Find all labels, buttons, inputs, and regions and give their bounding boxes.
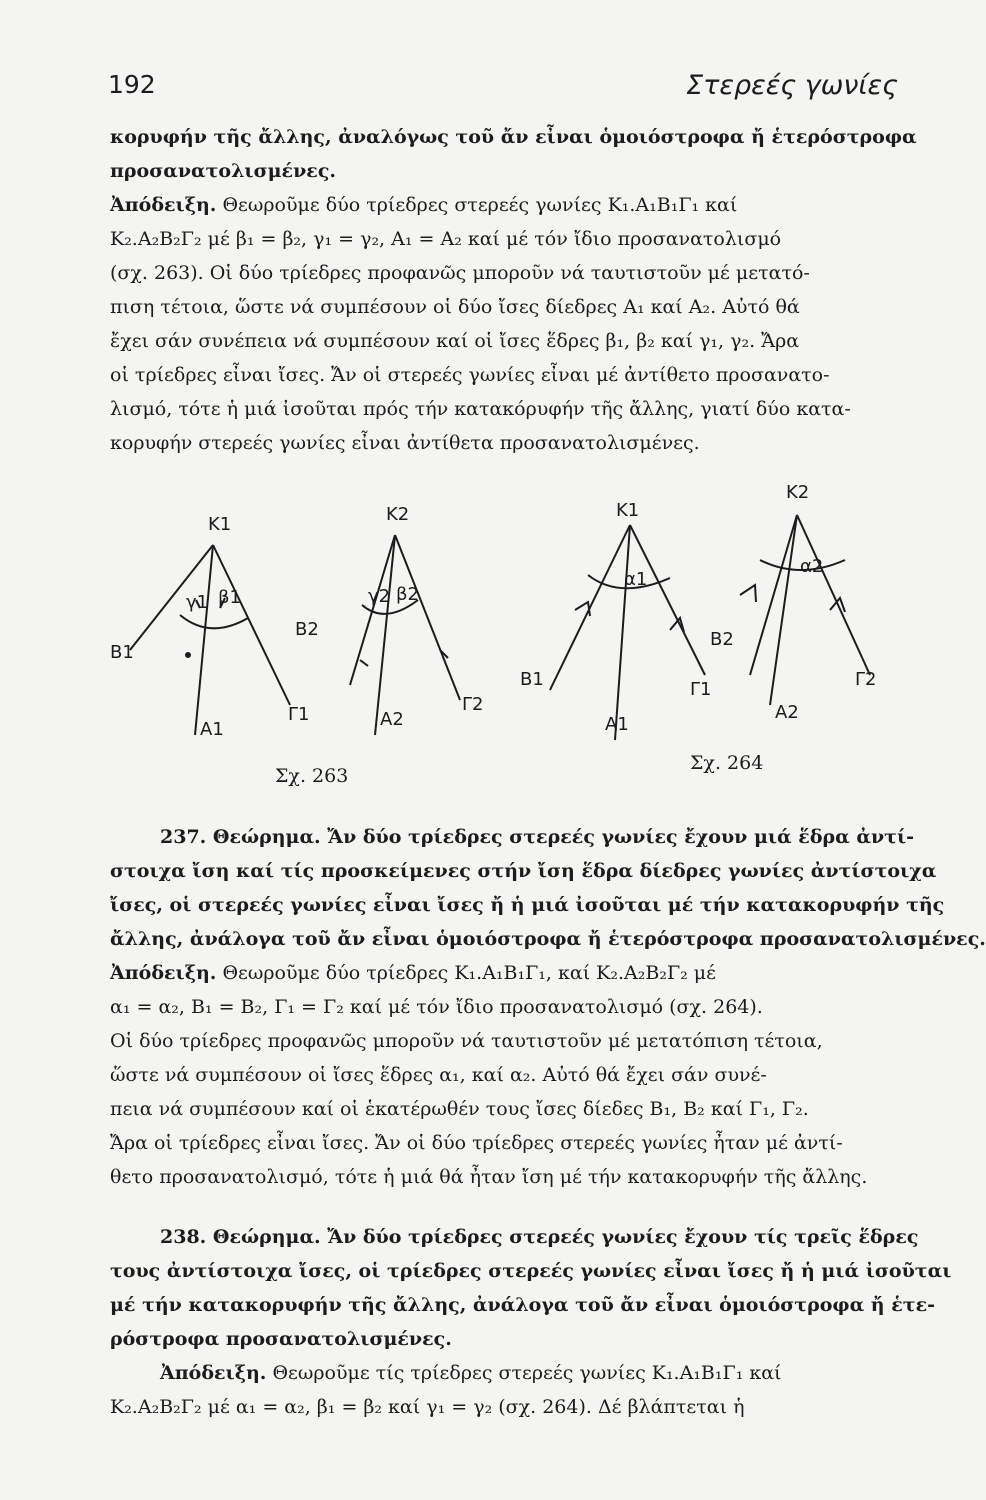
text-line: α₁ = α₂, Β₁ = Β₂, Γ₁ = Γ₂ καί μέ τόν ἴδιο προσανατολισμό (σχ. 264). bbox=[110, 996, 763, 1018]
text-line: μέ τήν κατακορυφήν τῆς ἄλλης, ἀνάλογα τοῦ ἄν εἶναι ὁμοιόστροφα ἤ ἑτε- bbox=[110, 1294, 936, 1316]
figure-labels bbox=[110, 482, 876, 740]
figure-caption-263: Σχ. 263 bbox=[275, 765, 349, 787]
label-G2: Γ2 bbox=[855, 669, 877, 690]
text-line: λισμό, τότε ἡ μιά ἰσοῦται πρός τήν κατακόρυφήν τῆς ἄλλης, γιατί δύο κατα- bbox=[110, 398, 851, 420]
figure-263-left bbox=[130, 545, 290, 735]
text-line: πεια νά συμπέσουν καί οἱ ἑκατέρωθέν τους ἴσες δίεδες Β₁, Β₂ καί Γ₁, Γ₂. bbox=[110, 1098, 809, 1120]
label-B2: Β2 bbox=[710, 629, 734, 650]
text-span: Θεωροῦμε τίς τρίεδρες στερεές γωνίες Κ₁.Α₁Β₁Γ₁ καί bbox=[266, 1362, 782, 1384]
label-B1: Β1 bbox=[520, 669, 544, 690]
figure-264-right bbox=[740, 515, 870, 705]
label-G1: Γ1 bbox=[690, 679, 712, 700]
text-line: ἄλλης, ἀνάλογα τοῦ ἄν εἶναι ὁμοιόστροφα ἤ ἑτερόστροφα προσανατολισμένες. bbox=[110, 928, 986, 950]
text-line: ὥστε νά συμπέσουν οἱ ἴσες ἕδρες α₁, καί α₂. Αὐτό θά ἔχει σάν συνέ- bbox=[110, 1064, 767, 1086]
label-beta2: β2 bbox=[396, 584, 419, 605]
text-line bbox=[110, 956, 920, 990]
text-span: Θεωροῦμε δύο τρίεδρες Κ₁.Α₁Β₁Γ₁, καί Κ₂.Α₂Β₂Γ₂ μέ bbox=[216, 962, 716, 984]
proof-237 bbox=[110, 956, 920, 1194]
label-A1: Α1 bbox=[605, 714, 629, 735]
label-K1: Κ1 bbox=[208, 514, 232, 535]
text-line: ἔχει σάν συνέπεια νά συμπέσουν καί οἱ ἴσες ἕδρες β₁, β₂ καί γ₁, γ₂. Ἄρα bbox=[110, 330, 800, 352]
proof-1 bbox=[110, 188, 920, 460]
text-line bbox=[110, 1356, 920, 1390]
proof-heading: Ἀπόδειξη. bbox=[160, 1362, 267, 1384]
text-line: στοιχα ἴση καί τίς προσκείμενες στήν ἴση ἕδρα δίεδρες γωνίες ἀντίστοιχα bbox=[110, 860, 937, 882]
text-line: Οἱ δύο τρίεδρες προφανῶς μποροῦν νά ταυτιστοῦν μέ μετατόπιση τέτοια, bbox=[110, 1030, 823, 1052]
text-line: κορυφήν στερεές γωνίες εἶναι ἀντίθετα προσανατολισμένες. bbox=[110, 432, 700, 454]
page-number: 192 bbox=[108, 70, 156, 99]
label-B1: Β1 bbox=[110, 642, 134, 663]
figure-drawing bbox=[110, 482, 920, 800]
label-G1: Γ1 bbox=[288, 704, 310, 725]
label-K2: Κ2 bbox=[786, 482, 810, 503]
figure-264-left bbox=[550, 525, 705, 740]
text-line: θετο προσανατολισμό, τότε ἡ μιά θά ἦταν ἴση μέ τήν κατακορυφήν τῆς ἄλλης. bbox=[110, 1166, 868, 1188]
proof-heading: Ἀπόδειξη. bbox=[110, 194, 217, 216]
text-line: (σχ. 263). Οἱ δύο τρίεδρες προφανῶς μποροῦν νά ταυτιστοῦν μέ μετατό- bbox=[110, 262, 810, 284]
paragraph-continuation bbox=[110, 120, 920, 188]
theorem-237 bbox=[110, 820, 986, 956]
label-B2: Β2 bbox=[295, 619, 319, 640]
proof-238 bbox=[110, 1356, 920, 1424]
label-alpha2: α2 bbox=[800, 556, 824, 577]
label-G2: Γ2 bbox=[462, 694, 484, 715]
text-line: πιση τέτοια, ὥστε νά συμπέσουν οἱ δύο ἴσες δίεδρες Α₁ καί Α₂. Αὐτό θά bbox=[110, 296, 800, 318]
proof-heading: Ἀπόδειξη. bbox=[110, 962, 217, 984]
label-alpha1: α1 bbox=[624, 569, 648, 590]
text-line bbox=[110, 188, 920, 222]
text-line: κορυφήν τῆς ἄλλης, ἀναλόγως τοῦ ἄν εἶναι ὁμοιόστροφα ἤ ἑτερόστροφα bbox=[110, 126, 917, 148]
text-line: Ἄρα οἱ τρίεδρες εἶναι ἴσες. Ἄν οἱ δύο τρίεδρες στερεές γωνίες ἦταν μέ ἀντί- bbox=[110, 1132, 843, 1154]
text-line: Κ₂.Α₂Β₂Γ₂ μέ α₁ = α₂, β₁ = β₂ καί γ₁ = γ₂ (σχ. 264). Δέ βλάπτεται ἡ bbox=[110, 1396, 745, 1418]
text-line: ἴσες, οἱ στερεές γωνίες εἶναι ἴσες ἤ ἡ μιά ἰσοῦται μέ τήν κατακορυφήν τῆς bbox=[110, 894, 945, 916]
label-gamma1: γ1 bbox=[186, 592, 209, 613]
text-line: προσανατολισμένες. bbox=[110, 160, 337, 182]
text-line: ρόστροφα προσανατολισμένες. bbox=[110, 1328, 452, 1350]
label-gamma2: γ2 bbox=[368, 586, 391, 607]
text-line: 237. Θεώρημα. Ἄν δύο τρίεδρες στερεές γωνίες ἔχουν μιά ἕδρα ἀντί- bbox=[160, 826, 915, 848]
figures-area bbox=[110, 482, 920, 800]
text-line: οἱ τρίεδρες εἶναι ἴσες. Ἄν οἱ στερεές γωνίες εἶναι μέ ἀντίθετο προσανατο- bbox=[110, 364, 830, 386]
label-beta1: β1 bbox=[218, 587, 241, 608]
text-line: Κ₂.Α₂Β₂Γ₂ μέ β₁ = β₂, γ₁ = γ₂, Α₁ = Α₂ καί μέ τόν ἴδιο προσανατολισμό bbox=[110, 228, 782, 250]
figure-caption-264: Σχ. 264 bbox=[690, 752, 764, 774]
label-K2: Κ2 bbox=[386, 504, 410, 525]
text-line: 238. Θεώρημα. Ἄν δύο τρίεδρες στερεές γωνίες ἔχουν τίς τρεῖς ἕδρες bbox=[160, 1226, 919, 1248]
text-span: Θεωροῦμε δύο τρίεδρες στερεές γωνίες Κ₁.Α₁Β₁Γ₁ καί bbox=[216, 194, 738, 216]
figure-263-right bbox=[350, 535, 460, 735]
text-line: τους ἀντίστοιχα ἴσες, οἱ τρίεδρες στερεές γωνίες εἶναι ἴσες ἤ ἡ μιά ἰσοῦται bbox=[110, 1260, 952, 1282]
label-A2: Α2 bbox=[380, 709, 404, 730]
theorem-238 bbox=[110, 1220, 952, 1356]
label-A1: Α1 bbox=[200, 719, 224, 740]
label-A2: Α2 bbox=[775, 702, 799, 723]
running-title: Στερεές γωνίες bbox=[686, 70, 898, 101]
label-K1: Κ1 bbox=[616, 500, 640, 521]
